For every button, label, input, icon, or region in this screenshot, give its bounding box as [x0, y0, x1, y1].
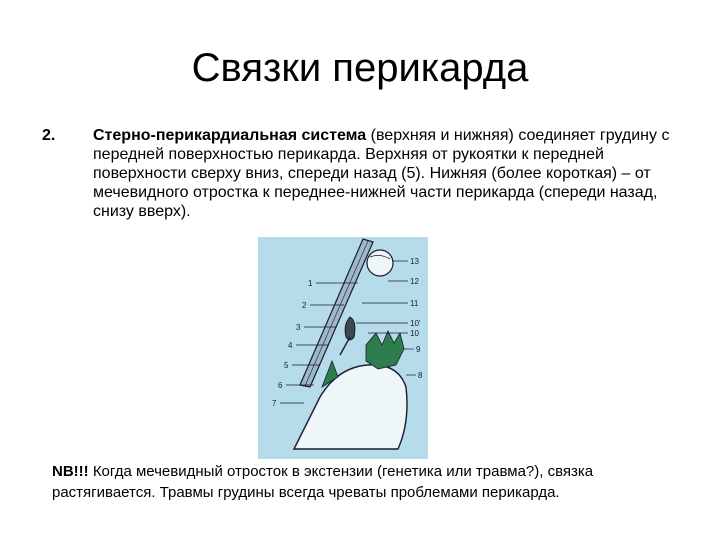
nb-note — [52, 461, 692, 503]
label-right-9: 9 — [416, 345, 421, 354]
label-right-8: 8 — [418, 371, 423, 380]
description-paragraph — [93, 126, 693, 221]
label-right-13: 13 — [410, 257, 419, 266]
sternum-line — [305, 241, 368, 386]
label-left-5: 5 — [284, 361, 289, 370]
description-lead: Стерно-перикардиальная система — [93, 127, 367, 144]
label-left-7: 7 — [272, 399, 277, 408]
nb-text: Когда мечевидный отросток в экстензии (генетика или травма?), связка растягивается. Травмы грудины всегда чреваты проблемами перикарда. — [52, 463, 594, 501]
anatomy-figure — [258, 237, 428, 459]
description-body: (верхняя и нижняя) соединяет грудину с передней поверхностью перикарда. Верхняя от рукоятки к передней поверхности сверху вниз, спереди назад (5). Нижняя (более короткая) – от мечевидного отростка к переднее-нижней части перикарда (спереди назад, снизу вверх). — [93, 127, 670, 220]
nb-prefix: NB!!! — [52, 463, 89, 480]
label-right-10: 10 — [410, 329, 419, 338]
label-right-11: 11 — [410, 299, 419, 308]
ligament-shape — [345, 317, 355, 340]
label-left-4: 4 — [288, 341, 293, 350]
item-number: 2. — [42, 127, 56, 144]
vessel-circle — [367, 250, 393, 276]
label-right-10prime: 10' — [410, 319, 421, 328]
anatomy-drawing — [258, 237, 428, 459]
slide-title: Связки перикарда — [191, 46, 529, 90]
label-left-3: 3 — [296, 323, 301, 332]
ligament-strand — [340, 337, 350, 355]
label-left-1: 1 — [308, 279, 313, 288]
label-left-2: 2 — [302, 301, 307, 310]
green-ligament-shape — [366, 331, 404, 369]
label-right-12: 12 — [410, 277, 419, 286]
label-left-6: 6 — [278, 381, 283, 390]
